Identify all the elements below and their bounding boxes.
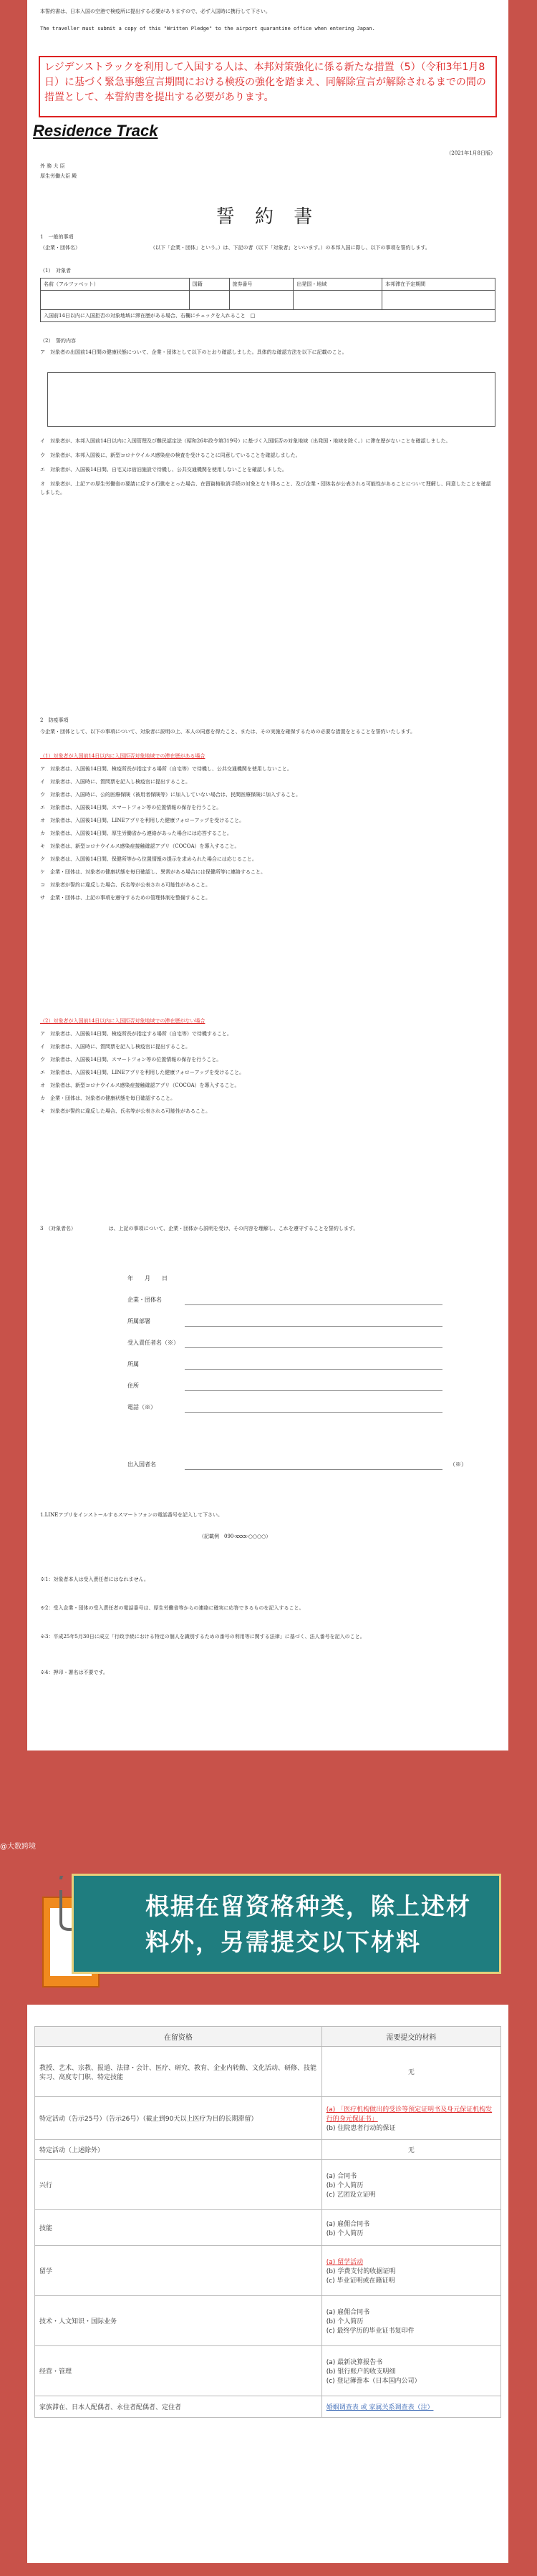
materials-cell <box>321 2097 500 2140</box>
sign-company: 企業・団体名 <box>127 1297 162 1303</box>
materials-cell: 无 <box>321 2047 500 2097</box>
table-row <box>35 2296 501 2346</box>
material-item: (a) 「医疗机构做出的受诊等预定证明书及身元保证机构发行的身元保证书」 <box>326 2106 493 2123</box>
quarantine-item: カ 企業・団体は、対象者の健康状態を毎日確認すること。 <box>40 1095 175 1101</box>
phone-example: （記載例 090-xxxx-○○○○） <box>199 1534 271 1539</box>
table-row <box>35 2047 501 2097</box>
section-1-heading: 1 一般的事項 <box>40 234 74 240</box>
materials-cell <box>321 2346 500 2396</box>
status-cell: 特定活动（告示25号）（告示26号）（截止到90天以上医疗为目的长期滞留） <box>35 2097 322 2140</box>
quarantine-item: エ 対象者は、入国後14日間、スマートフォン等の位置情報の保存を行うこと。 <box>40 805 222 810</box>
quarantine-item: ウ 対象者は、入国時に、公的医療保険（被用者保険等）に加入していない場合は、民間医療保険に加入すること。 <box>40 792 301 798</box>
watermark: @大数跨境 <box>0 1843 36 1851</box>
quarantine-item: キ 対象者は、新型コロナウイルス感染症接触確認アプリ（COCOA）を導入すること。 <box>40 843 240 849</box>
pledge-a: ア 対象者の出国前14日間の健康状態について、企業・団体として以下のとおり確認しました。具体的な確認方法を以下に記載のこと。 <box>40 349 347 355</box>
quarantine-item: エ 対象者は、入国後14日間、LINEアプリを利用した健康フォローアップを受けること。 <box>40 1070 245 1075</box>
case-heading: （2）対象者が入国前14日以内に入国拒否対象地域での滞在歴がない場合 <box>40 1018 205 1024</box>
footnote: ※4：押印・署名は不要です。 <box>40 1670 108 1675</box>
quarantine-item: ア 対象者は、入国後14日間、検疫所長が指定する場所（自宅等）で待機すること。 <box>40 1031 232 1037</box>
material-item: (c) 艺团设立证明 <box>326 2192 376 2199</box>
material-item: (c) 最终学历的毕业证书复印件 <box>326 2328 415 2335</box>
table-row <box>35 2396 501 2418</box>
status-cell: 技能 <box>35 2210 322 2246</box>
table-row <box>35 2140 501 2160</box>
section-2-text: 今企業・団体として、以下の事項について、対象者に説明の上、本人の同意を得たこと、または、その実施を確保するための必要な措置をとることを誓約いたします。 <box>40 729 416 735</box>
material-item: (b) 银行账户的收支明细 <box>326 2368 396 2376</box>
status-cell: 留学 <box>35 2246 322 2296</box>
quarantine-item: キ 対象者が誓約に違反した場合、氏名等が公表される可能性があること。 <box>40 1108 211 1114</box>
quarantine-item: コ 対象者が誓約に違反した場合、氏名等が公表される可能性があること。 <box>40 882 211 888</box>
table-row <box>35 2346 501 2396</box>
sign-department: 所属部署 <box>127 1318 150 1325</box>
section-3-pledge: 3 （対象者名） は、上記の事項について、企業・団体から説明を受け、その内容を理解し、これを遵守することを誓約します。 <box>40 1226 359 1231</box>
materials-cell: 无 <box>321 2140 500 2160</box>
material-item: (b) 个人简历 <box>326 2182 364 2189</box>
denied-region-check: 入国前14日以内に入国拒否の対象地域に滞在歴がある場合、右欄にチェックを入れること □ <box>41 310 495 322</box>
section-1-text: （企業・団体名） （以下「企業・団体」という。）は、下記の者（以下「対象者」といいます。）の本邦入国に際し、以下の事項を誓約します。 <box>40 245 430 251</box>
sign-phone: 電話（※） <box>127 1404 156 1410</box>
materials-banner <box>72 1874 501 1974</box>
status-cell: 技术・人文知识・国际业务 <box>35 2296 322 2346</box>
sign-manager: 受入責任者名（※） <box>127 1340 179 1346</box>
status-cell: 兴行 <box>35 2160 322 2210</box>
col-name: 名前（アルファベット） <box>41 279 190 291</box>
header-jp: 本誓約書は、日本入国の空港で検疫所に提出する必要がありますので、必ず入国時に携行して下さい。 <box>40 9 271 14</box>
material-item: (a) 合同书 <box>326 2173 357 2180</box>
pledge-item: ウ 対象者が、本邦入国後に、新型コロナウイルス感染症の検査を受けることに同意していることを確認しました。 <box>40 452 301 458</box>
confirmation-method-box <box>47 372 495 427</box>
addressee-2: 厚生労働大臣 殿 <box>40 173 77 179</box>
sign-traveller: 出入国者名 <box>127 1461 156 1468</box>
pledge-item: エ 対象者が、入国後14日間、自宅又は宿泊施設で待機し、公共交通機関を使用しないことを確認しました。 <box>40 467 287 473</box>
material-item: (a) 雇佣合同书 <box>326 2309 370 2316</box>
quarantine-item: イ 対象者は、入国時に、質問票を記入し検疫官に提出すること。 <box>40 1044 190 1050</box>
header-en: The traveller must submit a copy of this "Written Pledge" to the airport quarantine office when entering Japan. <box>40 26 375 32</box>
materials-cell <box>321 2160 500 2210</box>
table-row <box>35 2097 501 2140</box>
material-item: (a) 留学活动 <box>326 2259 364 2266</box>
material-item: (c) 毕业证明或在籍证明 <box>326 2277 395 2285</box>
material-item: (c) 登记簿誊本（日本国内公司） <box>326 2378 421 2385</box>
material-item: (b) 住院患者行动的保证 <box>326 2125 396 2132</box>
material-item: (b) 个人简历 <box>326 2318 364 2325</box>
sign-affiliation: 所属 <box>127 1361 139 1367</box>
col-status: 在留资格 <box>35 2027 322 2047</box>
case-heading: （1）対象者が入国前14日以内に入国拒否対象地域での滞在歴がある場合 <box>40 753 205 759</box>
col-stay: 本邦滞在予定期間 <box>382 279 495 291</box>
col-nationality: 国籍 <box>189 279 229 291</box>
table-row <box>35 2160 501 2210</box>
quarantine-item: ク 対象者は、入国後14日間、保健所等から位置情報の提示を求められた場合には応じること。 <box>40 856 257 862</box>
footnote: ※3：平成25年5月30日に成立「行政手続における特定の個人を識別するための番号の利用等に関する法律」に基づく、法人番号を記入のこと。 <box>40 1634 365 1640</box>
pledge-items-a <box>40 437 495 497</box>
col-materials: 需要提交的材料 <box>321 2027 500 2047</box>
material-item: (a) 最新决算报告书 <box>326 2359 383 2366</box>
quarantine-item: ケ 企業・団体は、対象者の健康状態を毎日確認し、異常がある場合には保健所等に連絡すること。 <box>40 869 266 875</box>
quarantine-item: オ 対象者は、入国後14日間、LINEアプリを利用した健康フォローアップを受けること。 <box>40 818 245 823</box>
target-table <box>40 278 495 322</box>
pledge-item: オ 対象者が、上記アの厚生労働省の要請に反する行動をとった場合、在留資格取消手続の対象となり得ること、及び企業・団体名が公表される可能性があることについて理解し、同意したことを確認しました。 <box>40 481 491 495</box>
col-departure: 出発国・地域 <box>294 279 382 291</box>
materials-cell <box>321 2246 500 2296</box>
doc-title: 誓 約 書 <box>216 206 320 228</box>
quarantine-items-c <box>40 1017 495 1115</box>
pledge-document <box>27 0 508 1751</box>
footnote: ※1：対象者本人は受入責任者にはなれません。 <box>40 1577 149 1582</box>
target-heading: （1） 対象者 <box>40 268 71 273</box>
date-line: （2021年1月8日版） <box>446 150 495 156</box>
pledge-heading: （2） 誓約内容 <box>40 338 76 344</box>
quarantine-item: オ 対象者は、新型コロナウイルス感染症接触確認アプリ（COCOA）を導入すること。 <box>40 1083 240 1088</box>
residence-track-notice: レジデンストラックを利用して入国する人は、本邦対策強化に係る新たな措置（5）（令和3年1月8日）に基づく緊急事態宣言期間における検疫の強化を踏まえ、同解除宣言が解除されるまでの間の措置として、本誓約書を提出する必要があります。 <box>39 56 497 117</box>
material-item: (b) 学费支付的收据证明 <box>326 2268 396 2275</box>
quarantine-item: サ 企業・団体は、上記の事項を遵守するための管理体制を整備すること。 <box>40 895 211 901</box>
quarantine-item: ウ 対象者は、入国後14日間、スマートフォン等の位置情報の保存を行うこと。 <box>40 1057 222 1062</box>
status-cell: 特定活动（上述除外） <box>35 2140 322 2160</box>
materials-cell <box>321 2210 500 2246</box>
quarantine-item: ア 対象者は、入国後14日間、検疫所長が指定する場所（自宅等）で待機し、公共交通機関を使用しないこと。 <box>40 766 292 772</box>
col-passport: 旅券番号 <box>229 279 294 291</box>
section-2-heading: 2 防疫事項 <box>40 717 69 723</box>
status-cell: 教授、艺术、宗教、报道、法律・会计、医疗、研究、教育、企业内转勤、文化活动、研修、技能实习、高度专门职、特定技能 <box>35 2047 322 2097</box>
status-cell: 家族滞在、日本人配偶者、永住者配偶者、定住者 <box>35 2396 322 2418</box>
materials-cell <box>321 2296 500 2346</box>
addressee-1: 外 務 大 臣 <box>40 163 65 169</box>
line-app-note: 1.LINEアプリをインストールするスマートフォンの電話番号を記入して下さい。 <box>40 1512 223 1518</box>
materials-cell[interactable]: 婚姻调查表 或 家属关系调查表（注） <box>321 2396 500 2418</box>
sign-note-mark: （※） <box>450 1461 467 1468</box>
materials-table <box>34 2026 501 2418</box>
banner-text: 根据在留资格种类，除上述材料外，另需提交以下材料 <box>145 1892 471 1956</box>
table-row <box>35 2210 501 2246</box>
quarantine-item: イ 対象者は、入国時に、質問票を記入し検疫官に提出すること。 <box>40 779 190 785</box>
quarantine-item: カ 対象者は、入国後14日間、厚生労働省から連絡があった場合には応答すること。 <box>40 831 232 836</box>
table-row <box>35 2246 501 2296</box>
status-cell: 经营・管理 <box>35 2346 322 2396</box>
material-item: (a) 雇佣合同书 <box>326 2220 370 2228</box>
materials-document <box>27 2005 508 2563</box>
residence-track-title: Residence Track <box>33 122 158 140</box>
quarantine-items-b <box>40 752 495 902</box>
pledge-item: イ 対象者が、本邦入国前14日以内に入国管理及び難民認定法（昭和26年政令第319号）に基づく入国拒否の対象地域（出発国・地域を除く。）に滞在歴がないことを確認しました。 <box>40 438 451 444</box>
material-item: (b) 个人简历 <box>326 2229 364 2237</box>
footnote: ※2：受入企業・団体の受入責任者の電話番号は、厚生労働省等からの連絡に確実に応答できるものを記入すること。 <box>40 1605 304 1611</box>
sign-address: 住所 <box>127 1383 139 1389</box>
sign-date: 年 月 日 <box>127 1275 168 1282</box>
